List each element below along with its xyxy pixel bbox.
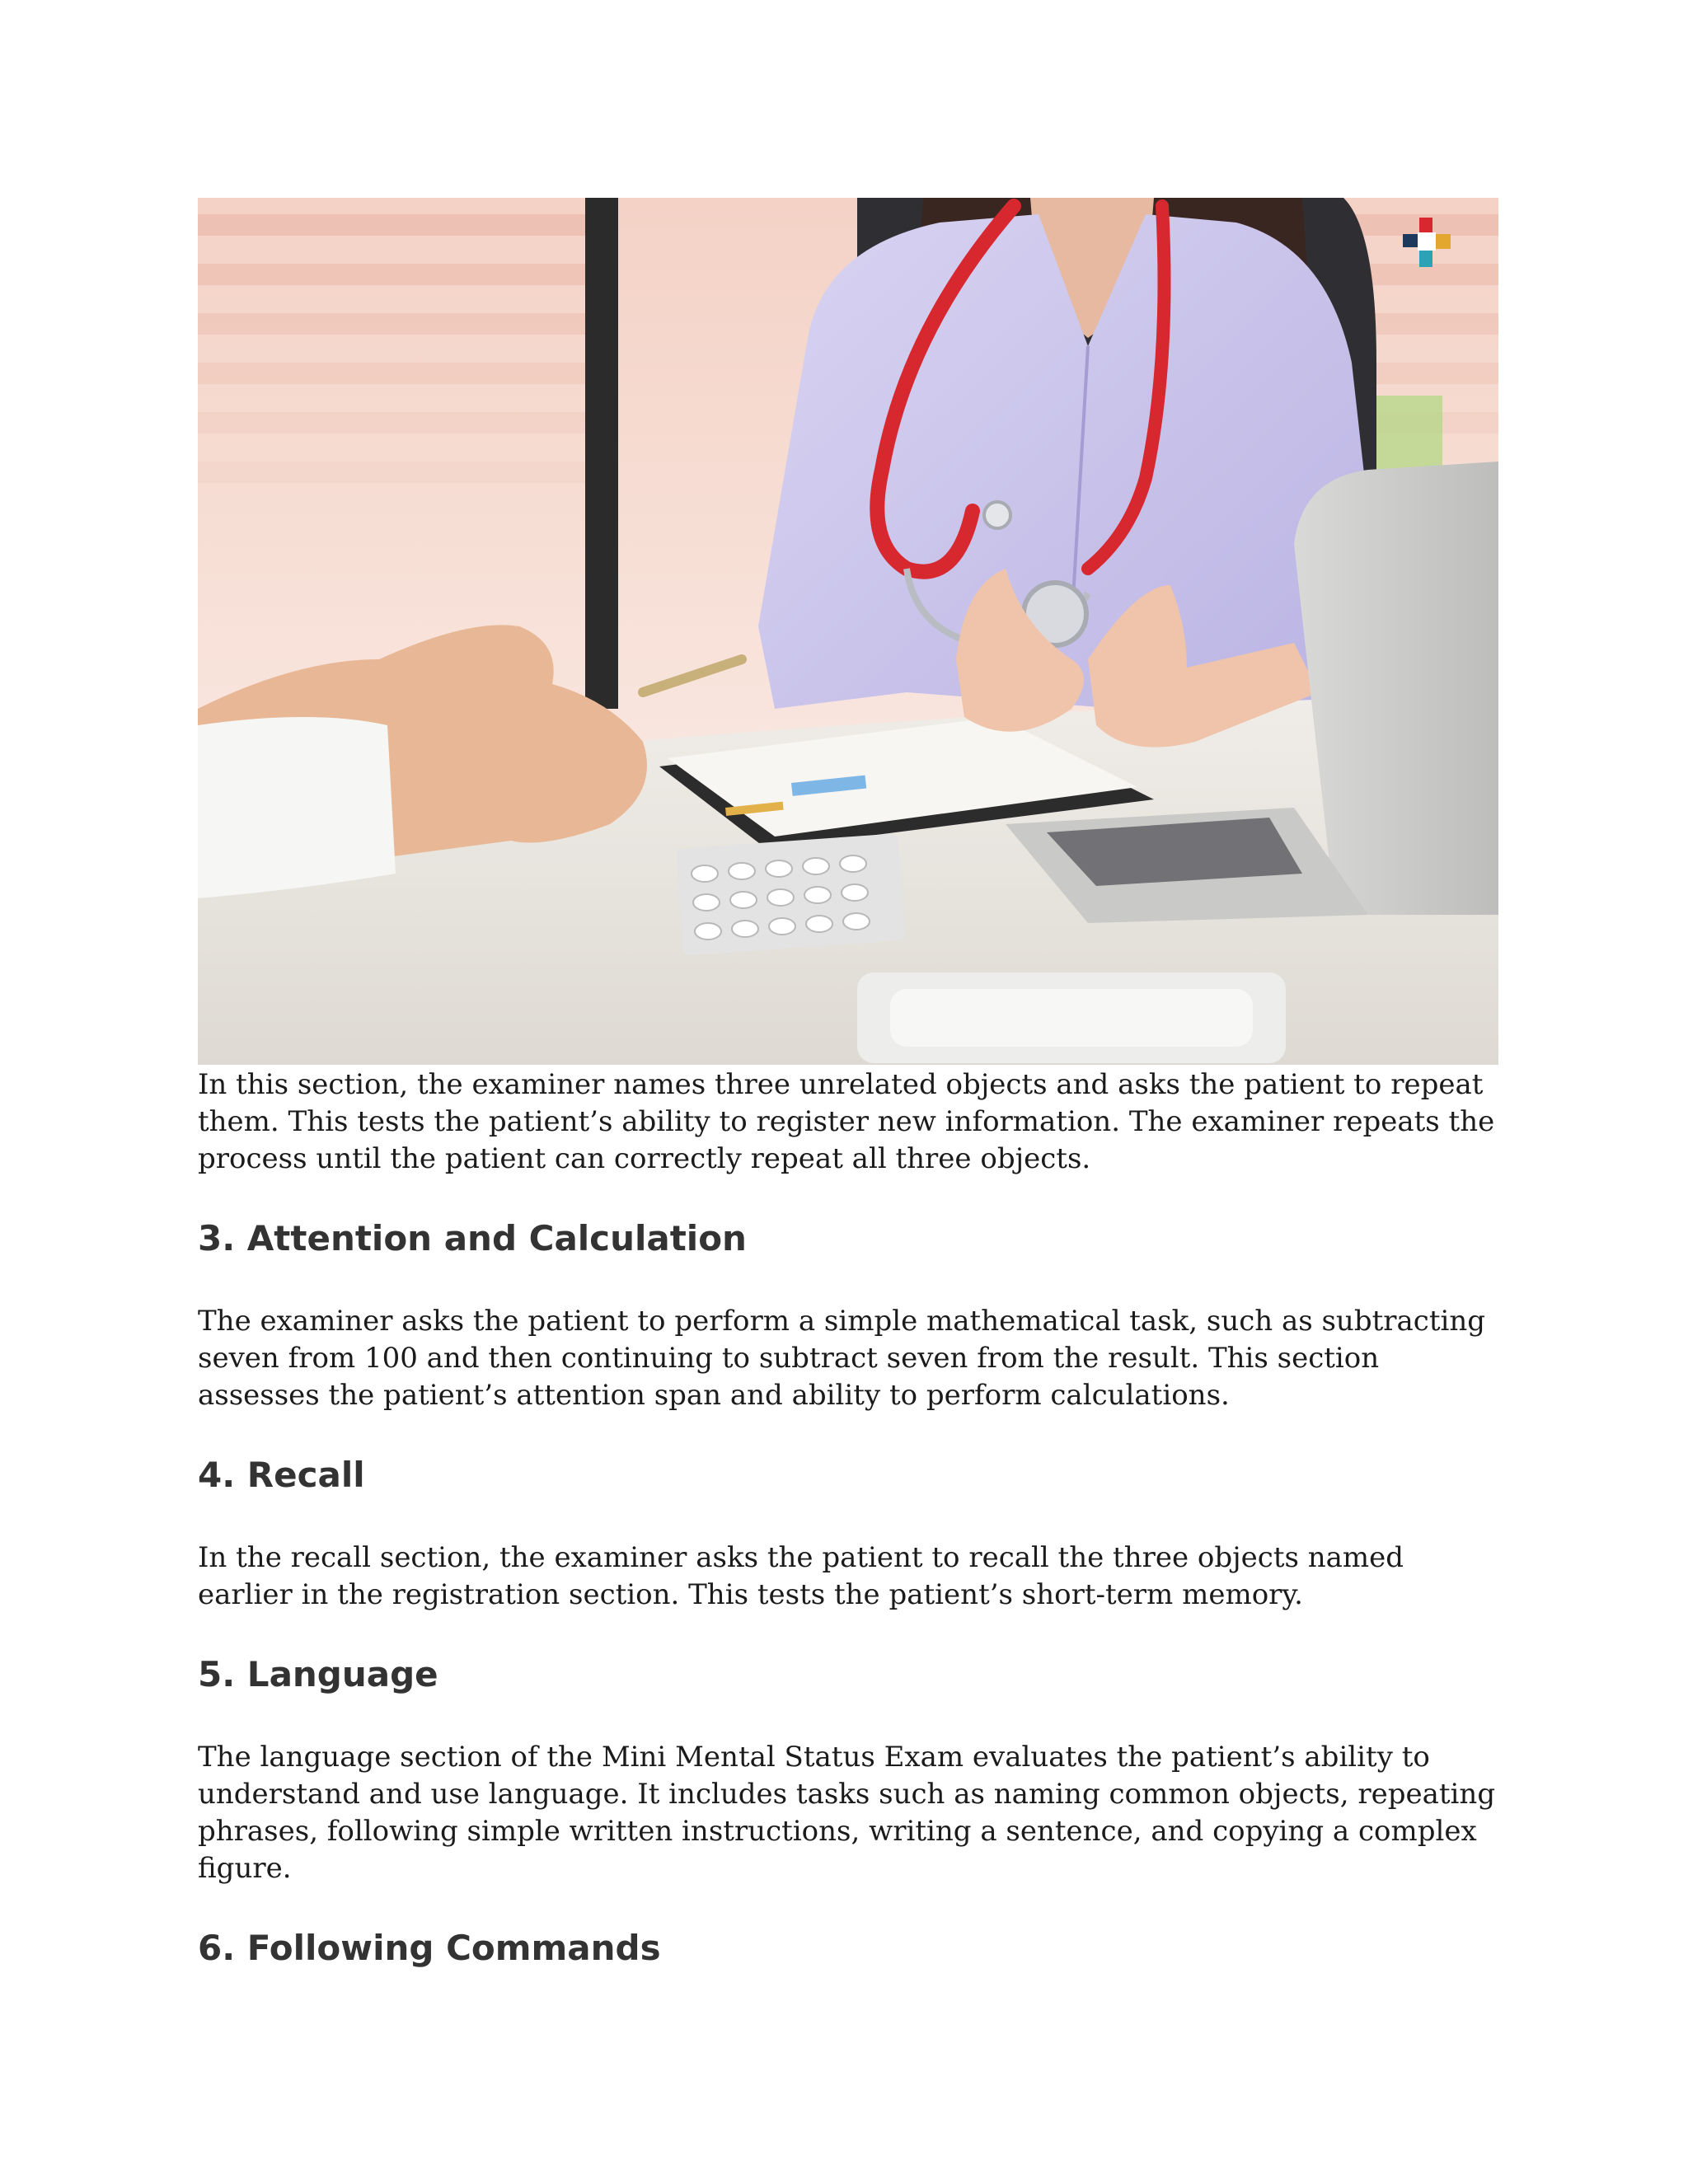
section-heading-following-commands: 6. Following Commands xyxy=(198,1928,661,1968)
doctor-consultation-photo xyxy=(198,198,1498,1065)
document-page xyxy=(198,198,1500,2013)
section-heading-recall: 4. Recall xyxy=(198,1455,365,1495)
medical-cross-logo-icon xyxy=(1400,214,1457,272)
section-heading-language: 5. Language xyxy=(198,1654,438,1694)
section-paragraph-attention-calculation: The examiner asks the patient to perform a simple mathematical task, such as subtracting seven from 100 and then continuing to subtract seven from the result. This section assesses the patient’s attention span and ability to perform calculations. xyxy=(198,1305,1486,1412)
section-heading-attention-calculation: 3. Attention and Calculation xyxy=(198,1218,747,1258)
section-paragraph-recall: In the recall section, the examiner asks the patient to recall the three objects named earlier in the registration section. This tests the patient’s short-term memory. xyxy=(198,1541,1404,1611)
section-paragraph-language: The language section of the Mini Mental Status Exam evaluates the patient’s ability to understand and use language. It includes tasks such as naming common objects, repeating phrases, following simple written instructions, writing a sentence, and copying a complex figure. xyxy=(198,1741,1496,1885)
intro-paragraph: In this section, the examiner names three unrelated objects and asks the patient to repeat them. This tests the patient’s ability to register new information. The examiner repeats the process until the patient can correctly repeat all three objects. xyxy=(198,1068,1495,1175)
